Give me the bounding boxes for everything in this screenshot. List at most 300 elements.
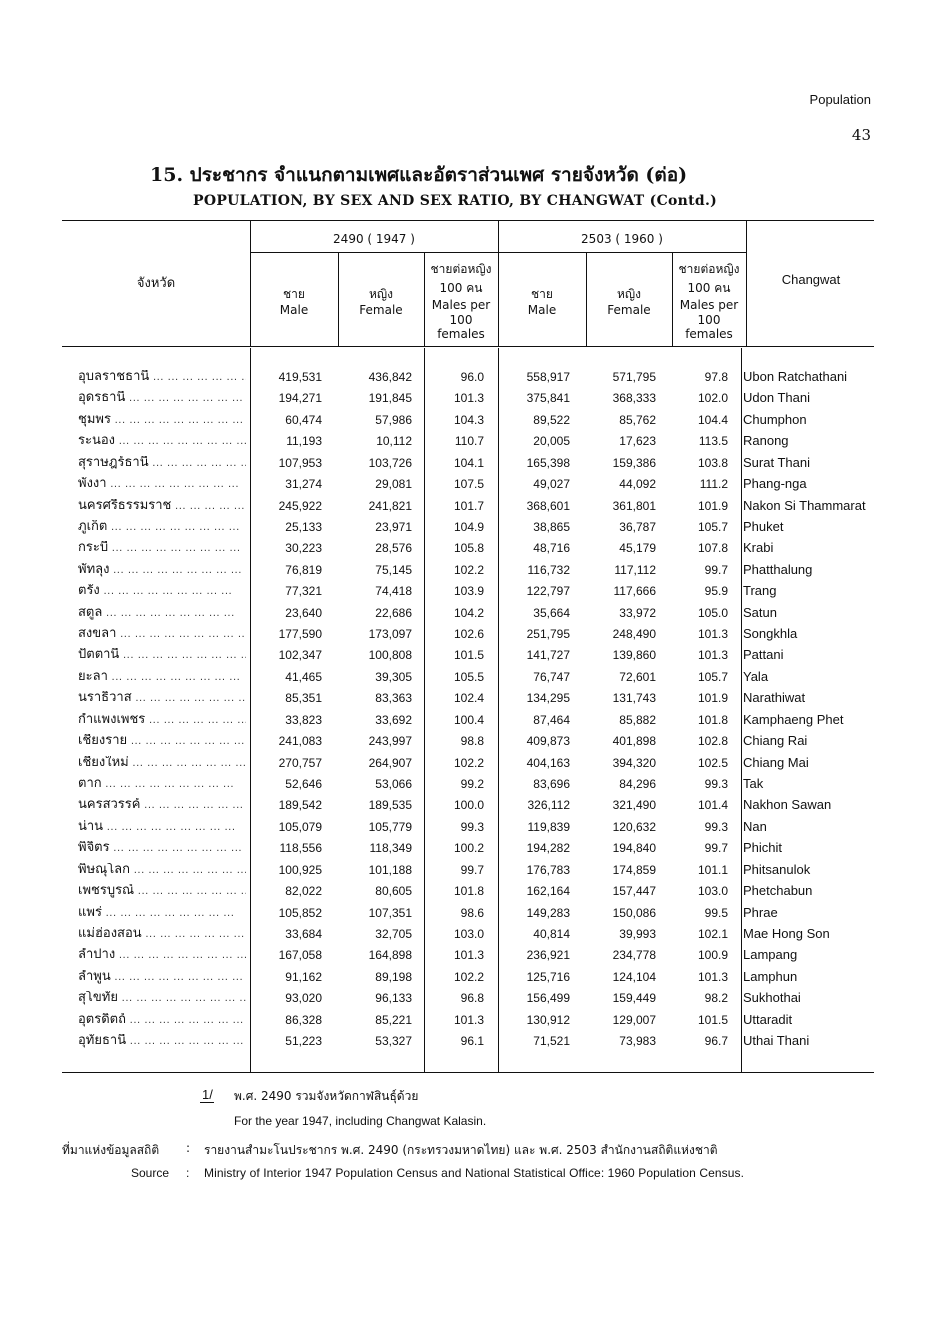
changwat-thai-cell: อุทัยธานี ... . xyxy=(78,1034,246,1049)
changwat-thai-cell: อุดรธานี ... . xyxy=(78,391,246,406)
male-1947-cell: 86,328 xyxy=(285,1012,322,1027)
ratio-1960-cell: 100.9 xyxy=(697,948,728,963)
male-1960-cell: 89,522 xyxy=(533,412,570,427)
male-1960-cell: 40,814 xyxy=(533,926,570,941)
changwat-english-cell: Chiang Rai xyxy=(743,733,808,749)
ratio-1960-cell: 95.9 xyxy=(704,584,728,599)
male-1947-cell: 31,274 xyxy=(285,477,322,492)
ratio-1960-cell: 105.7 xyxy=(697,519,728,534)
table-row xyxy=(0,410,941,431)
female-1960-cell: 159,449 xyxy=(612,991,656,1006)
changwat-english-cell: Phetchabun xyxy=(743,883,813,899)
female-1947-cell: 164,898 xyxy=(368,948,412,963)
section-name: Population xyxy=(809,92,871,107)
source-colon: : xyxy=(186,1166,190,1180)
header-male-english: Male xyxy=(527,303,557,317)
female-1960-cell: 159,386 xyxy=(612,455,656,470)
male-1960-cell: 134,295 xyxy=(526,691,570,706)
female-1947-cell: 23,971 xyxy=(375,519,412,534)
ratio-1947-cell: 104.9 xyxy=(453,519,484,534)
table-row xyxy=(0,667,941,688)
male-1947-cell: 60,474 xyxy=(285,412,322,427)
ratio-1960-cell: 103.8 xyxy=(697,455,728,470)
footnote-mark-underline xyxy=(200,1102,214,1103)
header-ratio-english-2: 100 xyxy=(697,313,721,327)
female-1960-cell: 234,778 xyxy=(612,948,656,963)
table-bottom-rule xyxy=(62,1072,874,1073)
female-1947-cell: 101,188 xyxy=(368,862,412,877)
header-ratio-english-2: 100 xyxy=(449,313,473,327)
female-1960-cell: 129,007 xyxy=(612,1012,656,1027)
female-1960-cell: 321,490 xyxy=(612,798,656,813)
male-1960-cell: 251,795 xyxy=(526,627,570,642)
changwat-thai-cell: แพร่ ... . xyxy=(78,906,246,921)
female-1947-cell: 243,997 xyxy=(368,734,412,749)
ratio-1947-cell: 105.5 xyxy=(453,669,484,684)
ratio-1960-cell: 101.8 xyxy=(697,712,728,727)
ratio-1960-cell: 102.5 xyxy=(697,755,728,770)
male-1947-cell: 270,757 xyxy=(278,755,322,770)
table-row xyxy=(0,538,941,559)
page-number: 43 xyxy=(851,126,871,144)
female-1947-cell: 100,808 xyxy=(368,648,412,663)
changwat-thai-cell: ภูเก็ต ... . xyxy=(78,520,246,535)
ratio-1960-cell: 104.4 xyxy=(697,412,728,427)
female-1960-cell: 120,632 xyxy=(612,819,656,834)
ratio-1947-cell: 105.8 xyxy=(453,541,484,556)
male-1947-cell: 33,684 xyxy=(285,926,322,941)
ratio-1960-cell: 105.7 xyxy=(697,669,728,684)
changwat-thai-cell: น่าน ... . xyxy=(78,820,246,835)
ratio-1947-cell: 101.3 xyxy=(453,1012,484,1027)
male-1960-cell: 83,696 xyxy=(533,777,570,792)
female-1947-cell: 264,907 xyxy=(368,755,412,770)
footnote-english: For the year 1947, including Changwat Kalasin. xyxy=(234,1114,487,1128)
male-1960-cell: 375,841 xyxy=(526,391,570,406)
source-label-thai: ที่มาแห่งข้อมูลสถิติ xyxy=(62,1143,160,1157)
ratio-1947-cell: 102.2 xyxy=(453,969,484,984)
table-row xyxy=(0,795,941,816)
changwat-english-cell: Phuket xyxy=(743,518,784,534)
female-1960-cell: 139,860 xyxy=(612,648,656,663)
male-1947-cell: 30,223 xyxy=(285,541,322,556)
female-1960-cell: 174,859 xyxy=(612,862,656,877)
table-row xyxy=(0,710,941,731)
female-1960-cell: 17,623 xyxy=(619,434,656,449)
ratio-1960-cell: 102.0 xyxy=(697,391,728,406)
female-1960-cell: 361,801 xyxy=(612,498,656,513)
ratio-1960-cell: 111.2 xyxy=(699,477,728,492)
female-1947-cell: 103,726 xyxy=(368,455,412,470)
changwat-thai-cell: พิษณุโลก ... . xyxy=(78,863,246,878)
changwat-thai-cell: ตรัง ... . xyxy=(78,584,246,599)
changwat-english-cell: Chiang Mai xyxy=(743,754,809,770)
female-1960-cell: 85,762 xyxy=(619,412,656,427)
female-1947-cell: 89,198 xyxy=(375,969,412,984)
changwat-english-cell: Phichit xyxy=(743,840,783,856)
changwat-thai-cell: พัทลุง ... . xyxy=(78,563,246,578)
table-row xyxy=(0,388,941,409)
male-1960-cell: 130,912 xyxy=(526,1012,570,1027)
changwat-english-cell: Krabi xyxy=(743,540,774,556)
female-1947-cell: 22,686 xyxy=(375,605,412,620)
changwat-english-cell: Ranong xyxy=(743,433,789,449)
male-1960-cell: 194,282 xyxy=(526,841,570,856)
ratio-1947-cell: 99.2 xyxy=(460,777,484,792)
table-row xyxy=(0,838,941,859)
male-1960-cell: 404,163 xyxy=(526,755,570,770)
table-row xyxy=(0,431,941,452)
female-1960-cell: 117,666 xyxy=(613,584,656,599)
source-text-english: Ministry of Interior 1947 Population Census and National Statistical Office: 1960 Population Census. xyxy=(204,1166,745,1180)
footnote-thai: พ.ศ. 2490 รวมจังหวัดกาฬสินธุ์ด้วย xyxy=(234,1089,419,1103)
changwat-english-cell: Nan xyxy=(743,818,767,834)
female-1947-cell: 436,842 xyxy=(368,370,412,384)
changwat-english-cell: Satun xyxy=(743,604,777,620)
female-1947-cell: 105,779 xyxy=(368,819,412,834)
female-1947-cell: 32,705 xyxy=(375,926,412,941)
changwat-english-cell: Uttaradit xyxy=(743,1011,793,1027)
male-1947-cell: 93,020 xyxy=(285,991,322,1006)
ratio-1960-cell: 102.8 xyxy=(697,734,728,749)
table-row xyxy=(0,645,941,666)
ratio-1960-cell: 98.2 xyxy=(704,991,728,1006)
table-row xyxy=(0,560,941,581)
changwat-english-cell: Tak xyxy=(743,776,764,792)
male-1960-cell: 48,716 xyxy=(533,541,570,556)
female-1947-cell: 107,351 xyxy=(368,905,412,920)
changwat-english-cell: Udon Thani xyxy=(743,390,810,406)
changwat-thai-cell: พังงา ... . xyxy=(78,477,246,492)
male-1947-cell: 52,646 xyxy=(285,777,322,792)
changwat-english-cell: Uthai Thani xyxy=(743,1033,810,1049)
ratio-1947-cell: 107.5 xyxy=(453,477,484,492)
changwat-english-cell: Phatthalung xyxy=(743,561,813,577)
table-row xyxy=(0,581,941,602)
male-1960-cell: 49,027 xyxy=(533,477,570,492)
male-1960-cell: 38,865 xyxy=(533,519,570,534)
female-1947-cell: 241,821 xyxy=(368,498,412,513)
female-1947-cell: 191,845 xyxy=(368,391,412,406)
table-row xyxy=(0,881,941,902)
table-row xyxy=(0,1031,941,1052)
changwat-thai-cell: อุบลราชธานี ... . xyxy=(78,370,246,385)
table-title-english: POPULATION, BY SEX AND SEX RATIO, BY CHANGWAT (Contd.) xyxy=(193,193,718,209)
female-1960-cell: 72,601 xyxy=(619,669,656,684)
changwat-thai-cell: ลำพูน ... . xyxy=(78,970,246,985)
ratio-1947-cell: 101.7 xyxy=(453,498,484,513)
female-1960-cell: 131,743 xyxy=(612,691,656,706)
changwat-english-cell: Phitsanulok xyxy=(743,861,811,877)
ratio-1947-cell: 102.4 xyxy=(453,691,484,706)
changwat-thai-cell: นราธิวาส ... . xyxy=(78,691,246,706)
male-1960-cell: 71,521 xyxy=(533,1034,570,1049)
female-1947-cell: 29,081 xyxy=(375,477,412,492)
header-female-thai: หญิง xyxy=(369,287,393,301)
male-1947-cell: 33,823 xyxy=(285,712,322,727)
header-changwat-english: Changwat xyxy=(781,272,841,287)
changwat-thai-cell: ตาก ... . xyxy=(78,777,246,792)
male-1947-cell: 107,953 xyxy=(278,455,322,470)
changwat-thai-cell: ปัตตานี ... . xyxy=(78,648,246,663)
changwat-english-cell: Lampang xyxy=(743,947,798,963)
male-1960-cell: 149,283 xyxy=(526,905,570,920)
male-1960-cell: 165,398 xyxy=(526,455,570,470)
ratio-1960-cell: 99.3 xyxy=(704,819,728,834)
table-row xyxy=(0,817,941,838)
male-1947-cell: 102,347 xyxy=(278,648,322,663)
male-1960-cell: 162,164 xyxy=(526,884,570,899)
female-1960-cell: 33,972 xyxy=(619,605,656,620)
ratio-1947-cell: 96.0 xyxy=(460,370,484,384)
male-1947-cell: 194,271 xyxy=(278,391,322,406)
header-top-rule xyxy=(62,220,874,221)
female-1960-cell: 36,787 xyxy=(619,519,656,534)
changwat-english-cell: Nakhon Sawan xyxy=(743,797,832,813)
ratio-1947-cell: 101.8 xyxy=(453,884,484,899)
female-1960-cell: 401,898 xyxy=(612,734,656,749)
changwat-thai-cell: กระบี่ ... . xyxy=(78,541,246,556)
changwat-thai-cell: สุโขทัย ... . xyxy=(78,991,246,1006)
male-1947-cell: 11,193 xyxy=(286,434,322,449)
ratio-1960-cell: 102.1 xyxy=(697,926,728,941)
ratio-1947-cell: 100.0 xyxy=(453,798,484,813)
male-1960-cell: 35,664 xyxy=(533,605,570,620)
female-1960-cell: 39,993 xyxy=(619,926,656,941)
header-bottom-rule xyxy=(62,346,874,347)
ratio-1947-cell: 96.8 xyxy=(460,991,484,1006)
changwat-english-cell: Trang xyxy=(743,583,777,599)
female-1947-cell: 83,363 xyxy=(375,691,412,706)
header-male-thai: ชาย xyxy=(531,287,553,301)
ratio-1960-cell: 97.8 xyxy=(704,370,728,384)
male-1960-cell: 558,917 xyxy=(526,370,570,384)
table-row xyxy=(0,774,941,795)
table-row xyxy=(0,753,941,774)
male-1947-cell: 76,819 xyxy=(285,562,322,577)
header-changwat-thai: จังหวัด xyxy=(136,276,176,291)
female-1960-cell: 85,882 xyxy=(619,712,656,727)
male-1947-cell: 41,465 xyxy=(285,669,322,684)
female-1960-cell: 150,086 xyxy=(612,905,656,920)
ratio-1947-cell: 102.2 xyxy=(453,755,484,770)
ratio-1947-cell: 101.5 xyxy=(453,648,484,663)
female-1947-cell: 10,112 xyxy=(376,434,412,449)
table-row xyxy=(0,603,941,624)
male-1947-cell: 167,058 xyxy=(278,948,322,963)
ratio-1960-cell: 101.3 xyxy=(697,969,728,984)
ratio-1947-cell: 102.2 xyxy=(453,562,484,577)
changwat-thai-cell: พิจิตร ... . xyxy=(78,841,246,856)
female-1947-cell: 53,327 xyxy=(375,1034,412,1049)
source-label-english: Source xyxy=(131,1166,170,1180)
female-1947-cell: 173,097 xyxy=(368,627,412,642)
changwat-thai-cell: อุตรดิตถ์ ... . xyxy=(78,1013,246,1028)
changwat-english-cell: Surat Thani xyxy=(743,454,810,470)
female-1947-cell: 80,605 xyxy=(375,884,412,899)
male-1947-cell: 77,321 xyxy=(285,584,322,599)
female-1960-cell: 194,840 xyxy=(612,841,656,856)
ratio-1960-cell: 99.7 xyxy=(704,841,728,856)
table-row xyxy=(0,860,941,881)
changwat-thai-cell: เชียงราย ... . xyxy=(78,734,246,749)
male-1947-cell: 25,133 xyxy=(285,519,322,534)
table-row xyxy=(0,474,941,495)
ratio-1960-cell: 105.0 xyxy=(697,605,728,620)
ratio-1960-cell: 99.3 xyxy=(704,777,728,792)
table-row xyxy=(0,624,941,645)
header-male-english: Male xyxy=(279,303,309,317)
male-1960-cell: 119,839 xyxy=(527,819,570,834)
female-1960-cell: 84,296 xyxy=(619,777,656,792)
ratio-1947-cell: 98.6 xyxy=(460,905,484,920)
ratio-1947-cell: 104.2 xyxy=(453,605,484,620)
ratio-1960-cell: 99.7 xyxy=(704,562,728,577)
ratio-1960-cell: 99.5 xyxy=(704,905,728,920)
header-ratio-thai-1: ชายต่อหญิง xyxy=(678,262,740,276)
female-1960-cell: 394,320 xyxy=(612,755,656,770)
table-row xyxy=(0,517,941,538)
ratio-1947-cell: 100.2 xyxy=(453,841,484,856)
ratio-1947-cell: 99.7 xyxy=(460,862,484,877)
male-1960-cell: 116,732 xyxy=(527,562,570,577)
changwat-thai-cell: นครสวรรค์ ... . xyxy=(78,798,246,813)
ratio-1947-cell: 104.3 xyxy=(453,412,484,427)
female-1947-cell: 85,221 xyxy=(375,1012,412,1027)
male-1960-cell: 368,601 xyxy=(526,498,570,513)
male-1960-cell: 236,921 xyxy=(526,948,570,963)
ratio-1947-cell: 101.3 xyxy=(453,948,484,963)
header-ratio-english-1: Males per xyxy=(431,298,491,312)
male-1960-cell: 87,464 xyxy=(533,712,570,727)
male-1960-cell: 156,499 xyxy=(526,991,570,1006)
table-row xyxy=(0,1010,941,1031)
ratio-1947-cell: 103.9 xyxy=(453,584,484,599)
changwat-english-cell: Mae Hong Son xyxy=(743,925,830,941)
table-row xyxy=(0,903,941,924)
male-1947-cell: 51,223 xyxy=(285,1034,322,1049)
changwat-thai-cell: ชุมพร ... . xyxy=(78,413,246,428)
ratio-1947-cell: 102.6 xyxy=(453,627,484,642)
changwat-english-cell: Chumphon xyxy=(743,411,807,427)
male-1947-cell: 100,925 xyxy=(278,862,322,877)
male-1947-cell: 105,079 xyxy=(278,819,322,834)
table-row xyxy=(0,688,941,709)
changwat-thai-cell: สุราษฎร์ธานี ... . xyxy=(78,456,246,471)
ratio-1960-cell: 101.9 xyxy=(697,498,728,513)
ratio-1960-cell: 103.0 xyxy=(697,884,728,899)
female-1960-cell: 157,447 xyxy=(612,884,656,899)
table-row xyxy=(0,731,941,752)
changwat-english-cell: Songkhla xyxy=(743,626,798,642)
ratio-1960-cell: 101.3 xyxy=(697,627,728,642)
female-1947-cell: 96,133 xyxy=(375,991,412,1006)
table-row xyxy=(0,945,941,966)
changwat-english-cell: Sukhothai xyxy=(743,990,801,1006)
ratio-1947-cell: 98.8 xyxy=(460,734,484,749)
male-1947-cell: 245,922 xyxy=(278,498,322,513)
header-female-english: Female xyxy=(359,303,403,317)
male-1960-cell: 122,797 xyxy=(526,584,570,599)
male-1947-cell: 82,022 xyxy=(285,884,322,899)
changwat-thai-cell: ลำปาง ... . xyxy=(78,948,246,963)
ratio-1947-cell: 96.1 xyxy=(460,1034,484,1049)
changwat-english-cell: Lamphun xyxy=(743,968,798,984)
ratio-1960-cell: 101.9 xyxy=(697,691,728,706)
female-1947-cell: 39,305 xyxy=(375,669,412,684)
male-1960-cell: 20,005 xyxy=(533,434,570,449)
header-period-1960: 2503 ( 1960 ) xyxy=(581,232,663,246)
male-1947-cell: 85,351 xyxy=(285,691,322,706)
male-1960-cell: 125,716 xyxy=(526,969,570,984)
male-1947-cell: 189,542 xyxy=(278,798,322,813)
table-row xyxy=(0,453,941,474)
female-1947-cell: 75,145 xyxy=(375,562,412,577)
ratio-1960-cell: 107.8 xyxy=(697,541,728,556)
header-divider xyxy=(250,252,498,253)
male-1960-cell: 76,747 xyxy=(533,669,570,684)
female-1947-cell: 57,986 xyxy=(375,412,412,427)
ratio-1960-cell: 113.5 xyxy=(698,434,728,449)
female-1960-cell: 45,179 xyxy=(619,541,656,556)
changwat-thai-cell: เชียงใหม่ ... . xyxy=(78,756,246,771)
ratio-1947-cell: 110.7 xyxy=(454,434,484,449)
male-1947-cell: 105,852 xyxy=(278,905,322,920)
ratio-1960-cell: 101.4 xyxy=(697,798,728,813)
table-row xyxy=(0,967,941,988)
changwat-thai-cell: เพชรบูรณ์ ... . xyxy=(78,884,246,899)
changwat-english-cell: Pattani xyxy=(743,647,784,663)
header-ratio-english-3: females xyxy=(437,327,485,341)
table-row xyxy=(0,367,941,388)
changwat-thai-cell: แม่ฮ่องสอน ... . xyxy=(78,927,246,942)
ratio-1960-cell: 101.1 xyxy=(697,862,728,877)
changwat-thai-cell: นครศรีธรรมราช ... . xyxy=(78,499,246,514)
male-1947-cell: 118,556 xyxy=(279,841,322,856)
header-male-thai: ชาย xyxy=(283,287,305,301)
changwat-thai-cell: ระนอง ... . xyxy=(78,434,246,449)
changwat-thai-cell: สตูล ... . xyxy=(78,606,246,621)
header-ratio-english-1: Males per xyxy=(679,298,739,312)
female-1960-cell: 73,983 xyxy=(619,1034,656,1049)
table-row xyxy=(0,988,941,1009)
table-rows xyxy=(0,367,941,1053)
female-1947-cell: 74,418 xyxy=(375,584,412,599)
female-1947-cell: 189,535 xyxy=(368,798,412,813)
female-1960-cell: 117,112 xyxy=(614,562,656,577)
ratio-1960-cell: 96.7 xyxy=(704,1034,728,1049)
changwat-english-cell: Ubon Ratchathani xyxy=(743,369,848,384)
footnote-mark: 1/ xyxy=(202,1087,213,1102)
header-ratio-thai-2: 100 คน xyxy=(687,281,731,295)
source-colon: : xyxy=(186,1141,191,1155)
female-1960-cell: 368,333 xyxy=(612,391,656,406)
header-period-1947: 2490 ( 1947 ) xyxy=(333,232,415,246)
ratio-1947-cell: 99.3 xyxy=(460,819,484,834)
ratio-1947-cell: 100.4 xyxy=(453,712,484,727)
male-1947-cell: 419,531 xyxy=(278,370,322,384)
ratio-1947-cell: 101.3 xyxy=(453,391,484,406)
male-1960-cell: 409,873 xyxy=(526,734,570,749)
male-1947-cell: 23,640 xyxy=(285,605,322,620)
ratio-1947-cell: 103.0 xyxy=(453,926,484,941)
male-1947-cell: 177,590 xyxy=(278,627,322,642)
header-female-english: Female xyxy=(607,303,651,317)
female-1960-cell: 124,104 xyxy=(612,969,656,984)
female-1960-cell: 571,795 xyxy=(612,370,656,384)
male-1947-cell: 241,083 xyxy=(278,734,322,749)
male-1960-cell: 141,727 xyxy=(526,648,570,663)
